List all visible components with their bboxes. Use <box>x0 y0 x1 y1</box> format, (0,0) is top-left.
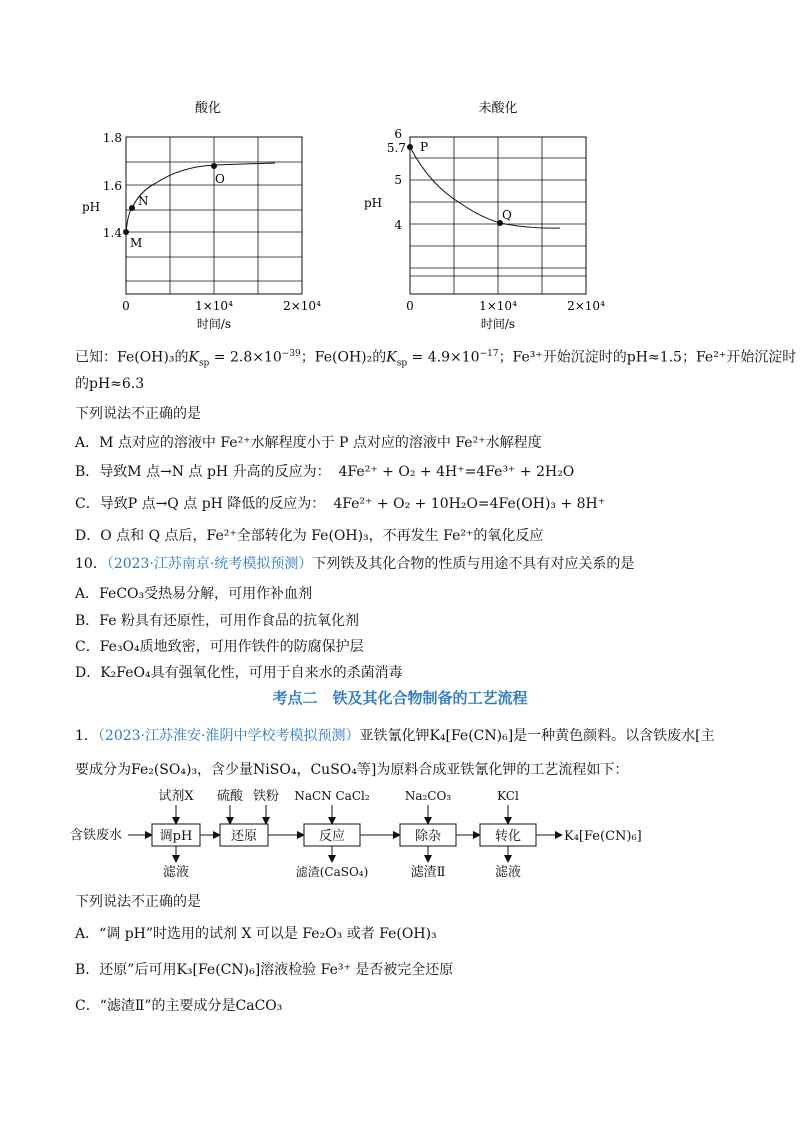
q1-prompt: 下列说法不正确的是 <box>75 894 201 910</box>
output-residue-caso4: 滤渣(CaSO₄) <box>295 865 369 879</box>
point-M <box>123 229 129 235</box>
point-label-O: O <box>215 172 225 186</box>
x-tick-1e4: 1×10⁴ <box>195 299 233 313</box>
q1-option-a: A．“调 pH”时选用的试剂 X 可以是 Fe₂O₃ 或者 Fe(OH)₃ <box>75 926 437 942</box>
point-P <box>407 144 413 150</box>
y-tick-6: 6 <box>394 127 402 141</box>
chart-acidified <box>60 95 340 330</box>
y-tick-1.6: 1.6 <box>102 179 122 193</box>
x-tick-0: 0 <box>406 299 414 313</box>
reagent-sulfuric-acid: 硫酸 <box>216 789 244 804</box>
y-axis-label: pH <box>364 196 383 210</box>
y-tick-5: 5 <box>394 173 402 187</box>
process-flow-diagram <box>70 788 700 888</box>
point-label-M: M <box>130 236 143 250</box>
chart-title: 未酸化 <box>478 101 518 116</box>
q1-stem-2: 要成分为Fe₂(SO₄)₃，含少量NiSO₄，CuSO₄等]为原料合成亚铁氰化钾的工艺流程如下： <box>75 762 629 778</box>
q10-option-d: D．K₂FeO₄具有强氧化性，可用于自来水的杀菌消毒 <box>75 665 403 681</box>
reagent-iron-powder: 铁粉 <box>252 789 280 804</box>
q10-option-b: B．Fe 粉具有还原性，可用作食品的抗氧化剂 <box>75 613 359 629</box>
step-label-adjust-ph: 调pH <box>159 829 193 844</box>
flow-input: 含铁废水 <box>70 828 123 843</box>
q9-option-c: C．导致P 点→Q 点 pH 降低的反应为： 4Fe²⁺ + O₂ + 10H₂O=4Fe(OH)₃ + 8H⁺ <box>75 496 606 512</box>
y-tick-4: 4 <box>394 218 402 232</box>
point-label-P: P <box>420 140 429 154</box>
q10-stem: 10．（2023·江苏南京·统考模拟预测）下列铁及其化合物的性质与用途不具有对应关系的是 <box>75 556 635 572</box>
step-label-purify: 除杂 <box>414 829 442 844</box>
reagent-kcl: KCl <box>497 789 519 803</box>
q9-option-a: A．M 点对应的溶液中 Fe²⁺水解程度小于 P 点对应的溶液中 Fe²⁺水解程度 <box>75 435 542 451</box>
q9-option-b: B．导致M 点→N 点 pH 升高的反应为： 4Fe²⁺ + O₂ + 4H⁺=4Fe³⁺ + 2H₂O <box>75 464 575 480</box>
point-N <box>129 205 135 211</box>
x-tick-1e4: 1×10⁴ <box>479 299 517 313</box>
y-tick-5.7: 5.7 <box>386 141 406 155</box>
q1-stem-1: 1．（2023·江苏淮安·淮阴中学校考模拟预测）亚铁氰化钾K₄[Fe(CN)₆]是一种黄色颜料。以含铁废水[主 <box>75 728 715 744</box>
section-title: 考点二 铁及其化合物制备的工艺流程 <box>272 689 528 707</box>
y-axis-label: pH <box>82 200 101 214</box>
q1-option-b: B．还原”后可用K₃[Fe(CN)₆]溶液检验 Fe³⁺ 是否被完全还原 <box>75 962 454 978</box>
step-label-reduce: 还原 <box>230 829 258 844</box>
x-tick-2e4: 2×10⁴ <box>567 299 605 313</box>
q1-option-c: C．“滤渣Ⅱ”的主要成分是CaCO₃ <box>75 998 283 1014</box>
q10-option-c: C．Fe₃O₄质地致密，可用作铁件的防腐保护层 <box>75 639 364 655</box>
known-line-1: 已知：Fe(OH)₃的$K_{sp} = 2.8\times 10^{-39}$；Fe(OH)₂的$K_{sp} = 4.9\times 10^{-17}$；Fe³⁺开始沉淀时的pH≈1.5；Fe²⁺开始沉淀时 <box>75 349 797 369</box>
q10-option-a: A．FeCO₃受热易分解，可用作补血剂 <box>75 586 313 602</box>
reagent-x: 试剂X <box>158 789 194 804</box>
point-label-Q: Q <box>502 208 512 222</box>
series-line <box>410 147 560 228</box>
reagent-na2co3: Na₂CO₃ <box>404 789 452 803</box>
flow-product: K₄[Fe(CN)₆] <box>564 829 642 844</box>
y-tick-1.8: 1.8 <box>102 131 122 145</box>
x-axis-label: 时间/s <box>480 317 516 330</box>
step-label-react: 反应 <box>318 829 346 844</box>
x-tick-0: 0 <box>122 299 130 313</box>
reagent-nacn-cacl2: NaCN CaCl₂ <box>294 789 370 803</box>
q9-option-d: D．O 点和 Q 点后，Fe²⁺全部转化为 Fe(OH)₃，不再发生 Fe²⁺的氧化反应 <box>75 528 544 544</box>
known-line-2: 的pH≈6.3 <box>75 376 145 392</box>
q9-prompt: 下列说法不正确的是 <box>75 406 201 422</box>
point-label-N: N <box>138 194 149 208</box>
y-tick-1.4: 1.4 <box>102 226 122 240</box>
x-tick-2e4: 2×10⁴ <box>283 299 321 313</box>
point-O <box>211 163 217 169</box>
output-filtrate-2: 滤液 <box>494 865 522 880</box>
output-residue-2: 滤渣Ⅱ <box>410 865 446 880</box>
chart-title: 酸化 <box>194 101 222 116</box>
x-axis-label: 时间/s <box>196 317 232 330</box>
step-label-convert: 转化 <box>494 829 522 844</box>
output-filtrate-1: 滤液 <box>162 865 190 880</box>
chart-not-acidified <box>350 95 630 330</box>
